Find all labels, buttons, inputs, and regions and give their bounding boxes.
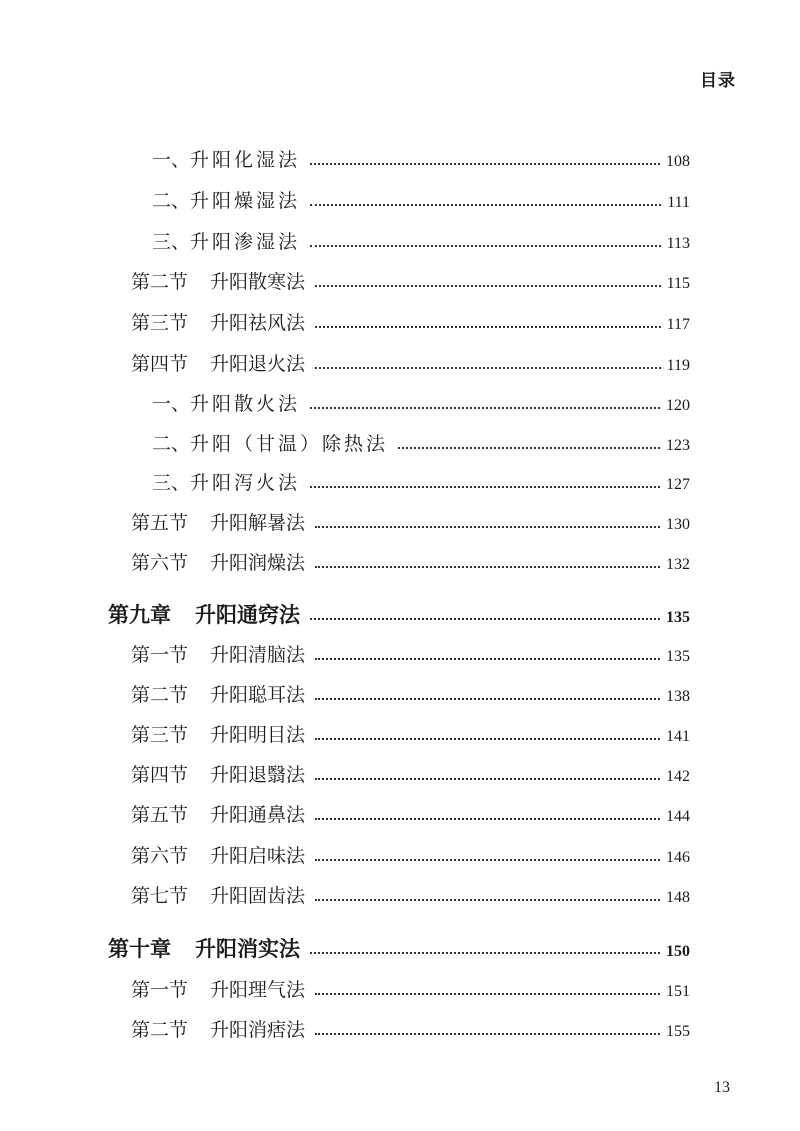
toc-entry-title: 升阳燥湿法 [190,190,301,212]
toc-entry-label [131,681,305,709]
toc-entry-label [152,228,300,256]
toc-entry-page: 132 [666,556,690,573]
toc-chapter-entry [108,935,690,963]
toc-entry-page: 138 [666,688,690,705]
toc-entry-label [131,761,305,789]
toc-entry-title: 升阳消痞法 [210,1019,306,1041]
toc-entry-title: 升阳明目法 [210,724,306,746]
running-head: 目录 [700,71,736,91]
dot-leader [315,658,660,660]
toc-section-entry [131,509,690,537]
dot-leader [315,859,660,861]
toc-entry-page: 117 [666,316,690,333]
toc-entry-page: 148 [666,889,690,906]
toc-entry-label [152,430,388,458]
toc-subsection-entry [152,390,690,418]
toc-subsection-entry [152,228,690,256]
toc-section-entry [131,309,690,337]
toc-entry-title: 升阳渗湿法 [190,231,301,253]
dot-leader [315,526,660,528]
dot-leader [315,566,660,568]
toc-entry-label [131,641,305,669]
toc-entry-page: 135 [666,609,690,626]
toc-entry-page: 113 [666,235,690,252]
toc-section-entry [131,721,690,749]
toc-entry-number: 第七节 [131,885,189,907]
toc-entry-title: 升阳（甘温）除热法 [190,433,389,455]
toc-entry-number: 第六节 [131,845,189,867]
toc-subsection-entry [152,146,690,174]
dot-leader [315,1033,660,1035]
toc-entry-number: 第四节 [131,353,189,375]
toc-entry-label [131,842,305,870]
toc-entry-title: 升阳润燥法 [210,552,306,574]
toc-entry-page: 155 [666,1023,690,1040]
toc-section-entry [131,976,690,1004]
toc-entry-title: 升阳退翳法 [210,764,306,786]
toc-entry-label [131,350,305,378]
toc-entry-page: 142 [666,768,690,785]
toc-entry-number: 一、 [152,149,191,171]
toc-entry-title: 升阳通窍法 [195,602,300,627]
toc-section-entry [131,801,690,829]
toc-entry-title: 升阳通鼻法 [210,804,306,826]
toc-section-entry [131,350,690,378]
dot-leader [315,326,661,328]
toc-entry-label [152,146,300,174]
toc-entry-page: 108 [666,153,690,170]
toc-section-entry [131,681,690,709]
toc-entry-label [131,1016,305,1044]
toc-subsection-entry [152,430,690,458]
toc-entry-title: 升阳解暑法 [210,512,306,534]
toc-section-entry [131,842,690,870]
toc-entry-number: 第九章 [108,602,171,627]
toc-entry-number: 二、 [152,190,191,212]
toc-entry-page: 111 [667,194,690,211]
toc-entry-number: 第六节 [131,552,189,574]
dot-leader [310,618,660,620]
toc-entry-title: 升阳散火法 [190,393,301,415]
toc-entry-label [108,935,300,963]
toc-entry-number: 三、 [152,472,191,494]
toc-entry-title: 升阳化湿法 [190,149,301,171]
toc-entry-page: 130 [666,516,690,533]
toc-entry-title: 升阳散寒法 [210,271,306,293]
toc-entry-number: 第二节 [131,684,189,706]
toc-entry-label [131,721,305,749]
toc-section-entry [131,882,690,910]
dot-leader [310,245,661,247]
toc-entry-label [152,187,300,215]
dot-leader [310,204,661,206]
toc-entry-number: 一、 [152,393,191,415]
toc-entry-label [131,549,305,577]
toc-entry-label [131,509,305,537]
dot-leader [310,486,660,488]
toc-entry-number: 第五节 [131,512,189,534]
toc-entry-label [131,801,305,829]
toc-entry-title: 升阳清脑法 [210,644,306,666]
toc-entry-number: 三、 [152,231,191,253]
toc-subsection-entry [152,469,690,497]
toc-entry-title: 升阳泻火法 [190,472,301,494]
dot-leader [310,407,660,409]
dot-leader [315,993,660,995]
toc-subsection-entry [152,187,690,215]
toc-entry-number: 第三节 [131,724,189,746]
toc-entry-page: 144 [666,808,690,825]
dot-leader [310,163,660,165]
toc-entry-title: 升阳退火法 [210,353,306,375]
toc-entry-label [108,601,300,629]
toc-entry-title: 升阳固齿法 [210,885,306,907]
dot-leader [315,778,660,780]
toc-section-entry [131,549,690,577]
toc-entry-number: 第四节 [131,764,189,786]
dot-leader [315,367,661,369]
dot-leader [310,952,660,954]
toc-entry-page: 151 [666,983,690,1000]
toc-entry-number: 第五节 [131,804,189,826]
toc-entry-page: 127 [666,476,690,493]
toc-entry-number: 第一节 [131,644,189,666]
dot-leader [315,698,660,700]
toc-entry-label [131,976,305,1004]
toc-section-entry [131,641,690,669]
toc-entry-label [152,390,300,418]
toc-entry-title: 升阳消实法 [195,936,300,961]
toc-section-entry [131,761,690,789]
toc-entry-page: 150 [666,943,690,960]
toc-entry-number: 第十章 [108,936,171,961]
toc-entry-page: 146 [666,849,690,866]
toc-section-entry [131,1016,690,1044]
page-number: 13 [714,1079,730,1096]
toc-entry-label [131,268,305,296]
dot-leader [315,818,660,820]
toc-entry-title: 升阳祛风法 [210,312,306,334]
dot-leader [315,899,660,901]
toc-entry-label [152,469,300,497]
toc-entry-label [131,309,305,337]
toc-entry-title: 升阳理气法 [210,979,306,1001]
toc-entry-page: 141 [666,728,690,745]
toc-entry-title: 升阳启味法 [210,845,306,867]
toc-entry-number: 第一节 [131,979,189,1001]
toc-section-entry [131,268,690,296]
toc-entry-number: 第三节 [131,312,189,334]
toc-entry-page: 120 [666,397,690,414]
dot-leader [315,285,661,287]
toc-entry-number: 第二节 [131,1019,189,1041]
toc-entry-page: 135 [666,648,690,665]
toc-entry-title: 升阳聪耳法 [210,684,306,706]
dot-leader [398,447,660,449]
toc-chapter-entry [108,601,690,629]
toc-entry-page: 119 [666,357,690,374]
toc-entry-number: 二、 [152,433,191,455]
dot-leader [315,738,660,740]
toc-entry-page: 123 [666,437,690,454]
toc-entry-label [131,882,305,910]
toc-entry-number: 第二节 [131,271,189,293]
toc-entry-page: 115 [666,275,690,292]
